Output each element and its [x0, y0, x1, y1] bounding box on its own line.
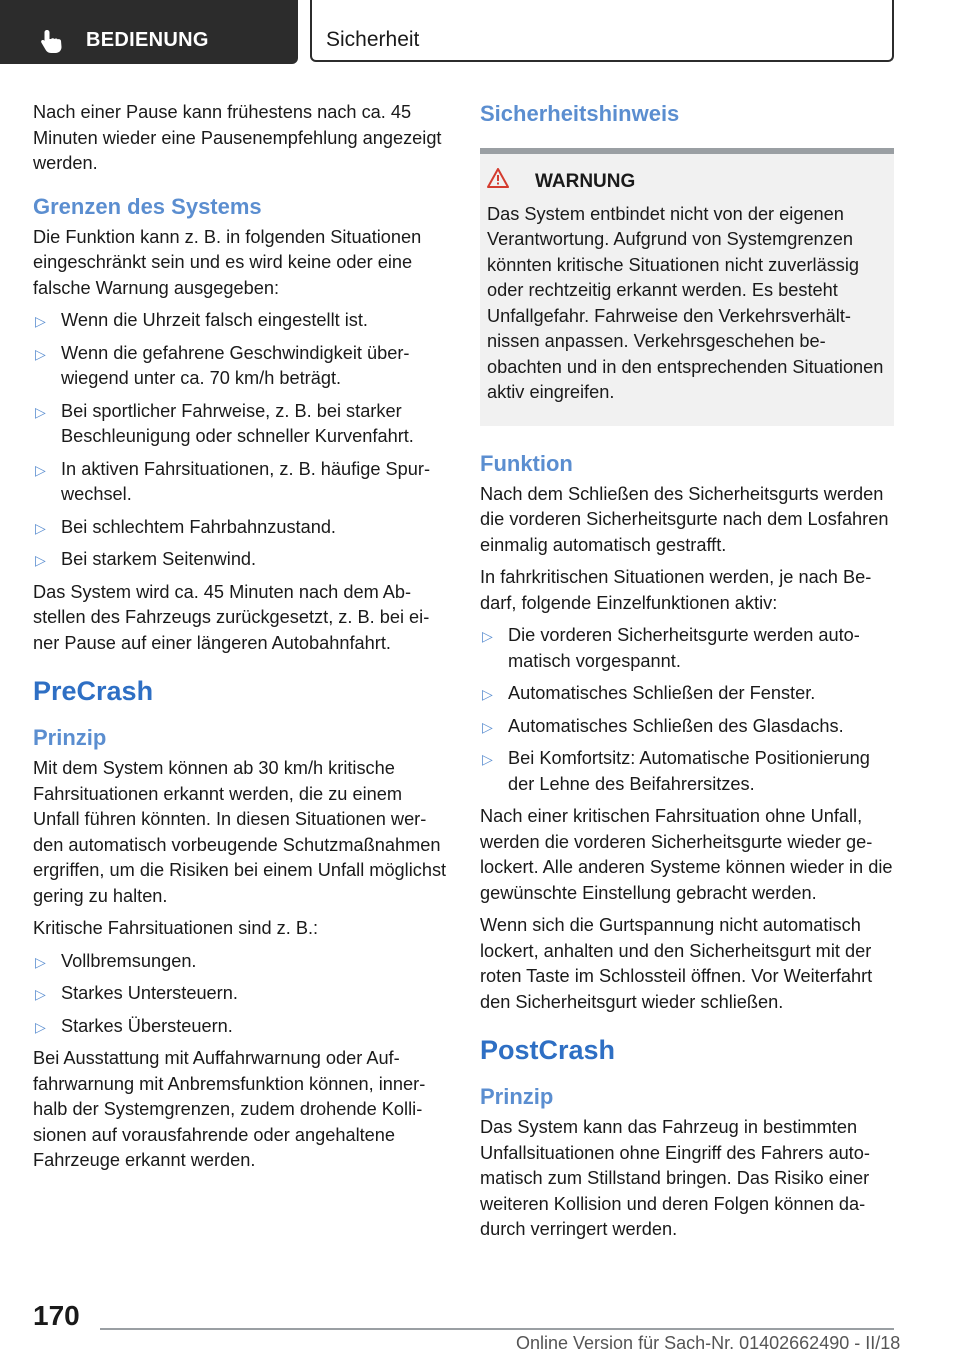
warning-text: Das System entbindet nicht von der eigenen Verantwortung. Aufgrund von Systemgrenzen könnten kritische Situationen nicht zuverlässig oder rechtzeitig erkannt werden. Es besteht Unfallgefahr. Fahrweise den Verkehrsverhältnissen anpassen. Verkehrsgeschehen beobachten und in den entsprechenden Situationen aktiv eingreifen. — [487, 203, 884, 402]
warning-triangle-icon — [487, 168, 535, 196]
gurt-text: Wenn sich die Gurtspannung nicht automatisch lockert, anhalten und den Sicherheitsgurt mit der roten Taste im Schlossteil öffnen. Vor Weiterfahrt den Sicherheitsgurt wieder schließen. — [480, 915, 873, 1012]
list-item: ▷ In aktiven Fahrsituationen, z. B. häufige Spurwechsel. — [35, 458, 431, 504]
safety-heading: Sicherheitshinweis — [480, 101, 680, 126]
list-item: ▷ Die vorderen Sicherheitsgurte werden automatisch vorgespannt. — [482, 625, 860, 671]
warning-label: WARNUNG — [535, 171, 636, 192]
triangle-bullet-icon: ▷ — [35, 1018, 46, 1035]
warning-header — [487, 168, 886, 196]
triangle-bullet-icon: ▷ — [35, 552, 46, 568]
online-version-text: Online Version für Sach-Nr. 01402662490 - II/18 — [516, 1333, 901, 1353]
list-item: ▷ Bei starkem Seitenwind. — [33, 547, 447, 573]
prinzip-text: Mit dem System können ab 30 km/h kritische Fahrsituationen erkannt werden, die zu einem Unfall führen könnten. In diesen Situationen werden automatisch vorbeugende Schutzmaßnahmen ergriffen, um die Risiken bei einem Unfall möglichst gering zu halten. — [33, 758, 447, 906]
triangle-bullet-icon: ▷ — [482, 628, 493, 644]
limits-text: Die Funktion kann z. B. in folgenden Situationen eingeschränkt sein und es wird keine oder eine falsche Warnung ausgegeben: — [33, 226, 422, 298]
prinzip-heading-right: Prinzip — [480, 1084, 554, 1109]
list-item: ▷ Wenn die Uhrzeit falsch eingestellt ist. — [33, 308, 447, 334]
precrash-heading: PreCrash — [33, 676, 154, 706]
list-item: ▷ Starkes Untersteuern. — [33, 981, 447, 1007]
funktion-text-2: In fahrkritischen Situationen werden, je nach Bedarf, folgende Einzelfunktionen aktiv: — [480, 567, 872, 613]
intro-text: Nach einer Pause kann frühestens nach ca. 45 Minuten wieder eine Pausenempfehlung angezeigt werden. — [33, 102, 442, 173]
warning-box — [480, 154, 894, 426]
list-item: ▷ Bei sportlicher Fahrweise, z. B. bei starker Beschleunigung oder schneller Kurvenfahrt. — [35, 400, 414, 446]
funktion-list — [480, 623, 894, 797]
triangle-bullet-icon: ▷ — [35, 519, 46, 536]
page-number: 170 — [33, 1300, 80, 1331]
postcrash-prinzip-text: Das System kann das Fahrzeug in bestimmten Unfallsituationen ohne Eingriff des Fahrers automatisch zum Stillstand bringen. Das Risiko einer weiteren Kollision und deren Folgen können dadurch verringert werden. — [480, 1117, 870, 1239]
triangle-bullet-icon: ▷ — [482, 686, 493, 702]
postcrash-heading: PostCrash — [480, 1035, 616, 1065]
triangle-bullet-icon: ▷ — [35, 313, 46, 329]
limits-heading: Grenzen des Systems — [33, 193, 262, 219]
triangle-bullet-icon: ▷ — [35, 953, 46, 970]
triangle-bullet-icon: ▷ — [35, 345, 46, 362]
section-title: Sicherheit — [326, 28, 420, 51]
right-column — [480, 100, 894, 1250]
list-item: ▷ Bei schlechtem Fahrbahnzustand. — [33, 515, 447, 541]
list-item: ▷ Automatisches Schließen der Fenster. — [480, 681, 894, 707]
reset-text: Das System wird ca. 45 Minuten nach dem Abstellen des Fahrzeugs zurückgesetzt, z. B. bei einer Pause auf einer längeren Autobahnfahrt. — [33, 581, 430, 653]
funktion-text-1: Nach dem Schließen des Sicherheitsgurts werden die vorderen Sicherheitsgurte nach dem Losfahren einmalig automatisch gestrafft. — [480, 483, 889, 555]
after-text: Nach einer kritischen Fahrsituation ohne Unfall, werden die vorderen Sicherheitsgurte wieder gelockert. Alle anderen Systeme können wieder in die gewünschte Einstellung gebracht werden. — [480, 806, 893, 903]
triangle-bullet-icon: ▷ — [35, 461, 46, 478]
triangle-bullet-icon: ▷ — [35, 986, 46, 1002]
list-item: ▷ Wenn die gefahrene Geschwindigkeit überwiegend unter ca. 70 km/h beträgt. — [35, 342, 410, 388]
left-column — [33, 100, 447, 1181]
list-item: ▷ Bei Komfortsitz: Automatische Positionierung der Lehne des Beifahrersitzes. — [482, 748, 870, 794]
auffahr-text: Bei Ausstattung mit Auffahrwarnung oder Auffahrwarnung mit Anbremsfunktion können, innerhalb der Systemgrenzen, zudem drohende Kollisionen auf vorausfahrende oder angehaltene Fahrzeuge erkannt werden. — [33, 1048, 426, 1170]
limits-list — [33, 308, 447, 573]
triangle-bullet-icon: ▷ — [482, 718, 493, 735]
list-item: ▷ Automatisches Schließen des Glasdachs. — [480, 714, 894, 740]
list-item: ▷ Starkes Übersteuern. — [33, 1014, 447, 1040]
triangle-bullet-icon: ▷ — [482, 751, 493, 767]
triangle-bullet-icon: ▷ — [35, 403, 46, 420]
prinzip-heading: Prinzip — [33, 725, 107, 750]
critical-intro: Kritische Fahrsituationen sind z. B.: — [33, 918, 319, 938]
critical-list — [33, 949, 447, 1040]
list-item: ▷ Vollbremsungen. — [33, 949, 447, 975]
chapter-tab[interactable] — [0, 0, 298, 64]
funktion-heading: Funktion — [480, 450, 573, 476]
chapter-label: BEDIENUNG — [86, 29, 209, 51]
section-header — [310, 0, 894, 62]
hand-pointer-icon — [38, 28, 66, 59]
footer-rule — [100, 1328, 894, 1330]
